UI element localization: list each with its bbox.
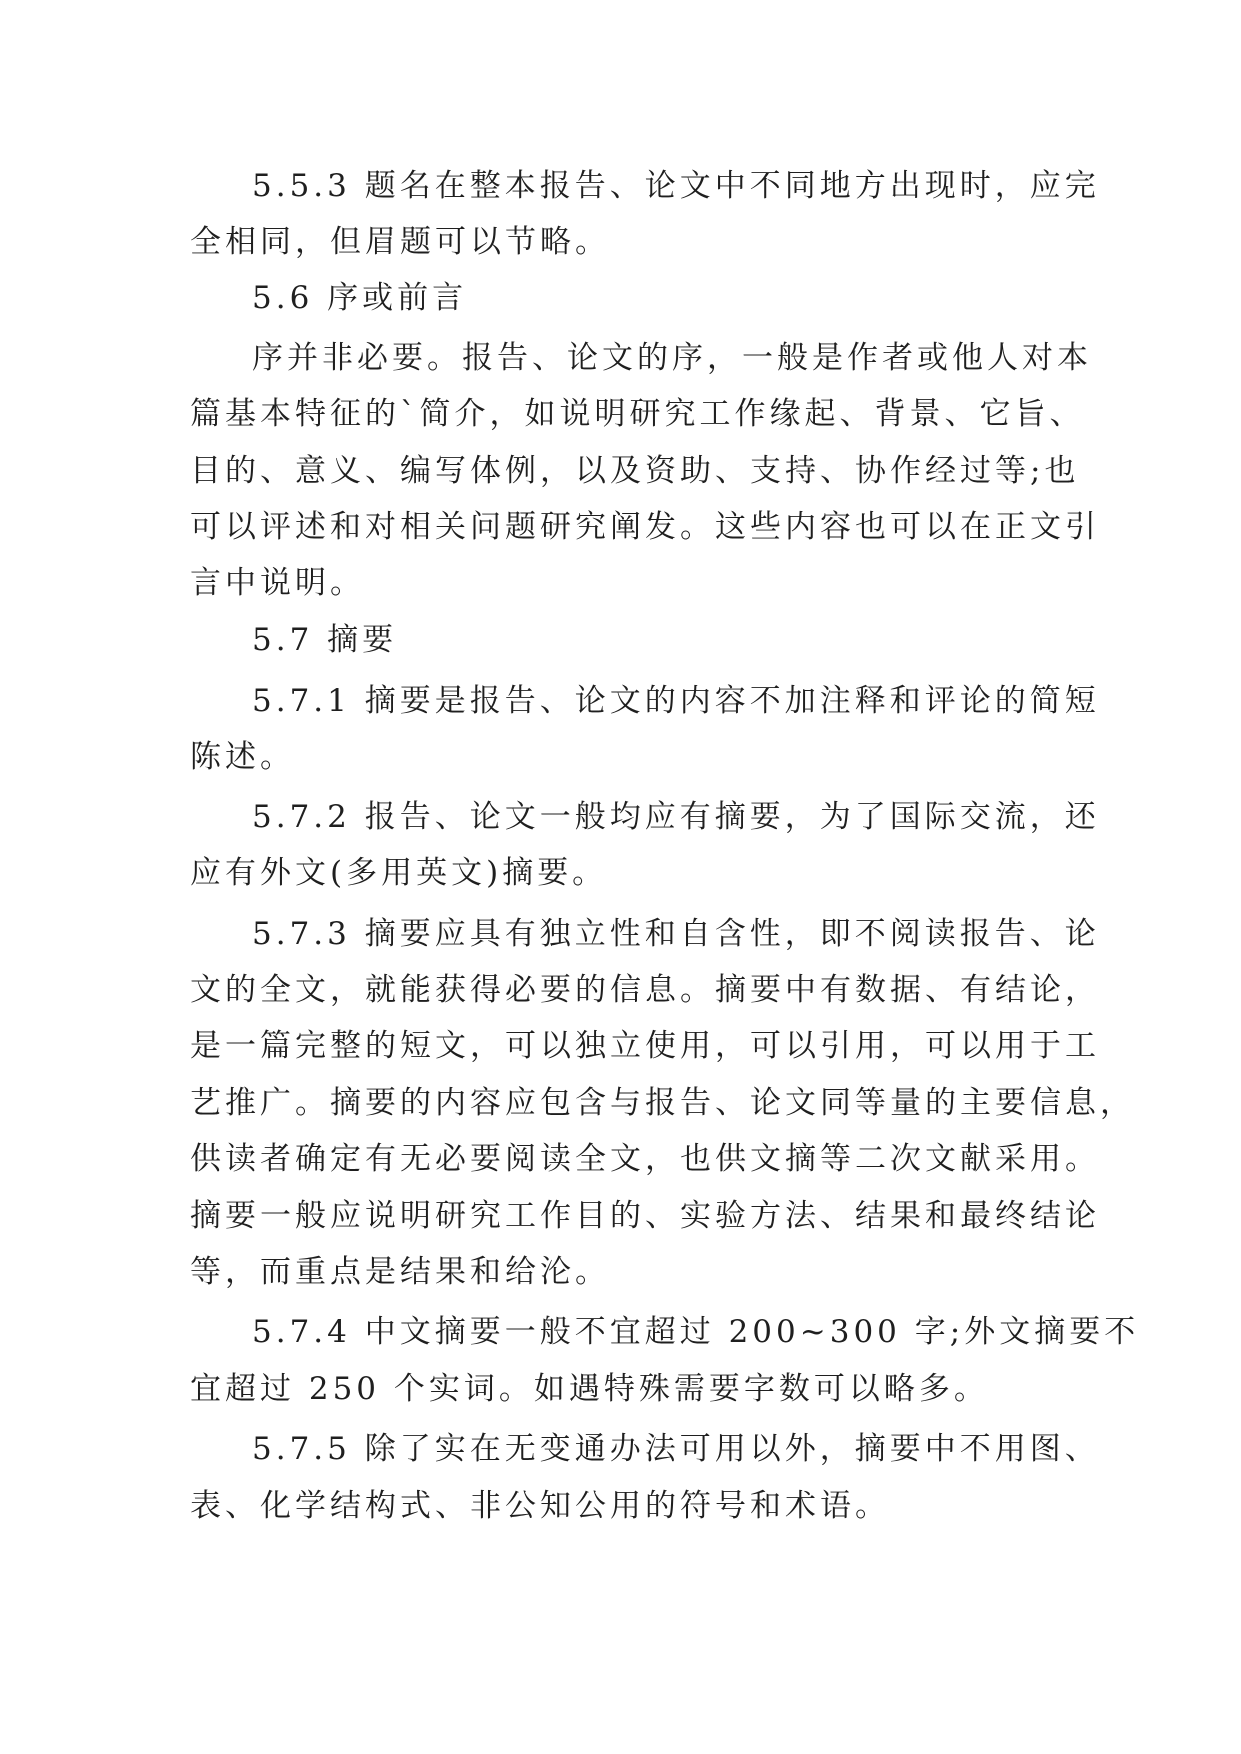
section-heading: 5.7 摘要 — [252, 622, 398, 658]
text-line: 5.7.4 中文摘要一般不宜超过 200~300 字;外文摘要不 — [252, 1314, 1140, 1350]
text-line: 5.7.1 摘要是报告、论文的内容不加注释和评论的简短 — [252, 683, 1100, 719]
text-line: 目的、意义、编写体例，以及资助、支持、协作经过等;也 — [190, 453, 1080, 489]
text-line: 表、化学结构式、非公知公用的符号和术语。 — [190, 1488, 890, 1524]
text-line: 陈述。 — [190, 739, 295, 775]
text-line: 宜超过 250 个实词。如遇特殊需要字数可以略多。 — [190, 1371, 989, 1407]
text-line: 等，而重点是结果和给沦。 — [190, 1254, 610, 1290]
text-line: 5.7.2 报告、论文一般均应有摘要，为了国际交流，还 — [252, 799, 1100, 835]
text-line: 言中说明。 — [190, 565, 365, 601]
text-line: 5.7.3 摘要应具有独立性和自含性，即不阅读报告、论 — [252, 916, 1100, 952]
text-line: 全相同，但眉题可以节略。 — [190, 224, 610, 260]
section-heading: 5.6 序或前言 — [252, 280, 468, 316]
text-line: 篇基本特征的`简介，如说明研究工作缘起、背景、它旨、 — [190, 396, 1085, 432]
text-line: 是一篇完整的短文，可以独立使用，可以引用，可以用于工 — [190, 1028, 1100, 1064]
text-line: 艺推广。摘要的内容应包含与报告、论文同等量的主要信息， — [190, 1085, 1135, 1121]
text-line: 供读者确定有无必要阅读全文，也供文摘等二次文献采用。 — [190, 1141, 1100, 1177]
text-line: 5.7.5 除了实在无变通办法可用以外，摘要中不用图、 — [252, 1431, 1100, 1467]
text-line: 序并非必要。报告、论文的序，一般是作者或他人对本 — [252, 340, 1092, 376]
text-line: 摘要一般应说明研究工作目的、实验方法、结果和最终结论 — [190, 1198, 1100, 1234]
text-line: 可以评述和对相关问题研究阐发。这些内容也可以在正文引 — [190, 509, 1100, 545]
text-line: 5.5.3 题名在整本报告、论文中不同地方出现时，应完 — [252, 168, 1100, 204]
text-line: 应有外文(多用英文)摘要。 — [190, 855, 608, 891]
text-line: 文的全文，就能获得必要的信息。摘要中有数据、有结论， — [190, 972, 1100, 1008]
